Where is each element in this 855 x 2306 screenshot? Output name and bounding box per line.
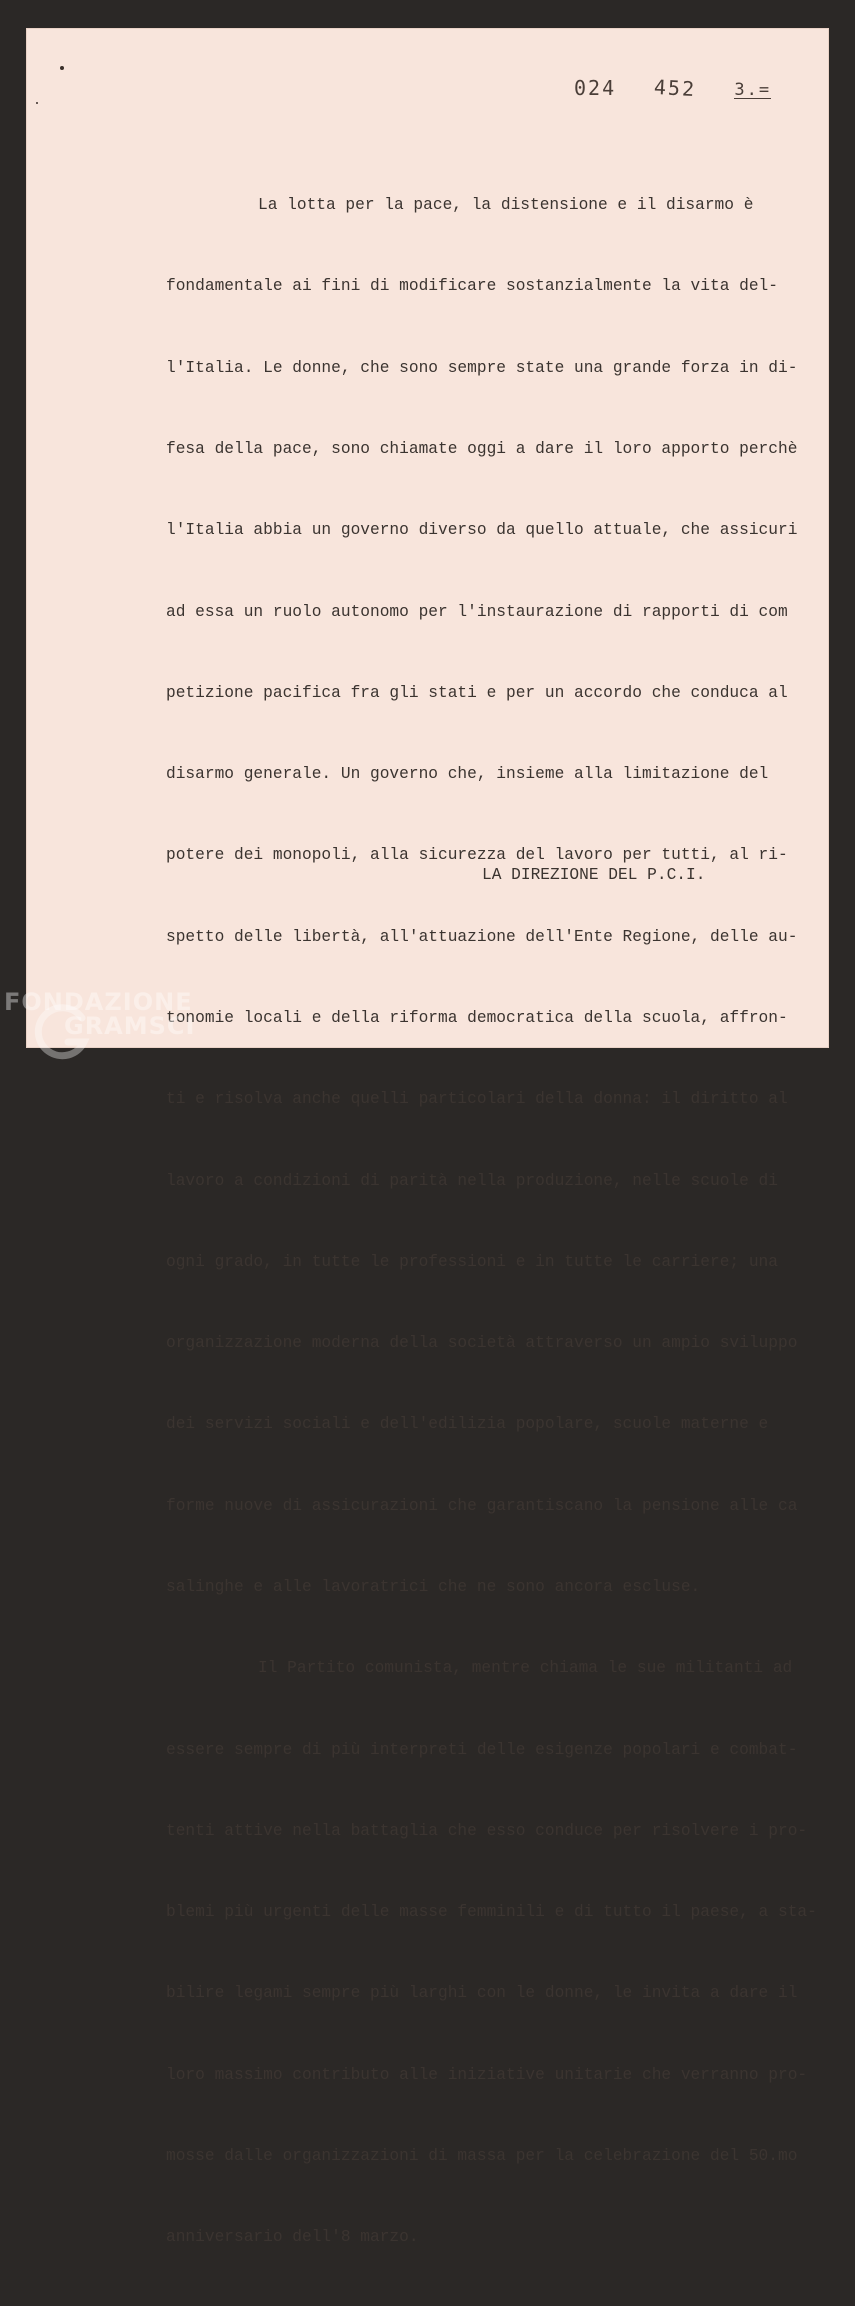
signature-line: LA DIREZIONE DEL P.C.I. [482, 866, 706, 884]
text-line: spetto delle libertà, all'attuazione dell'Ente Regione, delle au- [166, 927, 798, 946]
paper-mark [60, 66, 64, 70]
text-line: petizione pacifica fra gli stati e per un accordo che conduca al [166, 683, 788, 702]
document-body [166, 138, 816, 2306]
text-line: lavoro a condizioni di parità nella produzione, nelle scuole di [166, 1171, 778, 1190]
text-line: forme nuove di assicurazioni che garantiscano la pensione alle ca [166, 1496, 798, 1515]
sheet-number: 3.= [734, 80, 772, 100]
watermark-text: FONDAZIONE [4, 988, 193, 1016]
archive-number-part: 024 [574, 76, 617, 100]
text-line: tonomie locali e della riforma democratica della scuola, affron- [166, 1009, 788, 1027]
text-line: ogni grado, in tutte le professioni e in tutte le carriere; una [166, 1252, 778, 1271]
archive-page-number [574, 76, 771, 100]
text-line: Il Partito comunista, mentre chiama le sue militanti ad [258, 1659, 793, 1678]
text-line: fesa della pace, sono chiamate oggi a dare il loro apporto perchè [166, 440, 798, 459]
text-line: salinghe e alle lavoratrici che ne sono ancora escluse. [166, 1577, 701, 1596]
text-line: La lotta per la pace, la distensione e il disarmo è [258, 196, 754, 215]
text-line: fondamentale ai fini di modificare sostanzialmente la vita del- [166, 277, 778, 296]
text-line: essere sempre di più interpreti delle esigenze popolari e combat- [166, 1740, 798, 1759]
typewritten-page [26, 28, 829, 2247]
text-line: ti e risolva anche quelli particolari della donna: il diritto al [166, 1090, 788, 1109]
text-line: dei servizi sociali e dell'edilizia popolare, scuole materne e [166, 1415, 769, 1434]
text-line: blemi più urgenti delle masse femminili e di tutto il paese, a sta- [166, 1903, 817, 1922]
text-line: ad essa un ruolo autonomo per l'instaurazione di rapporti di com [166, 602, 788, 621]
archive-number-part: 452 [653, 74, 697, 102]
text-line: bilire legami sempre più larghi con le donne, le invita a dare il [166, 1984, 798, 2003]
text-line: potere dei monopoli, alla sicurezza del lavoro per tutti, al ri- [166, 846, 788, 865]
text-line: disarmo generale. Un governo che, insieme alla limitazione del [166, 765, 769, 784]
text-line: l'Italia abbia un governo diverso da quello attuale, che assicuri [166, 521, 798, 540]
text-line: anniversario dell'8 marzo. [166, 2228, 419, 2247]
text-line: loro massimo contributo alle iniziative unitarie che verranno pro- [166, 2065, 808, 2084]
text-line: mosse dalle organizzazioni di massa per la celebrazione del 50.mo [166, 2146, 798, 2165]
text-line: tenti attive nella battaglia che esso conduce per risolvere i pro- [166, 1821, 808, 1840]
watermark-text: GRAMSCI [64, 1012, 196, 1040]
text-line: l'Italia. Le donne, che sono sempre state una grande forza in di- [166, 358, 798, 377]
text-line: organizzazione moderna della società attraverso un ampio sviluppo [166, 1334, 798, 1353]
paper-mark [36, 102, 38, 104]
